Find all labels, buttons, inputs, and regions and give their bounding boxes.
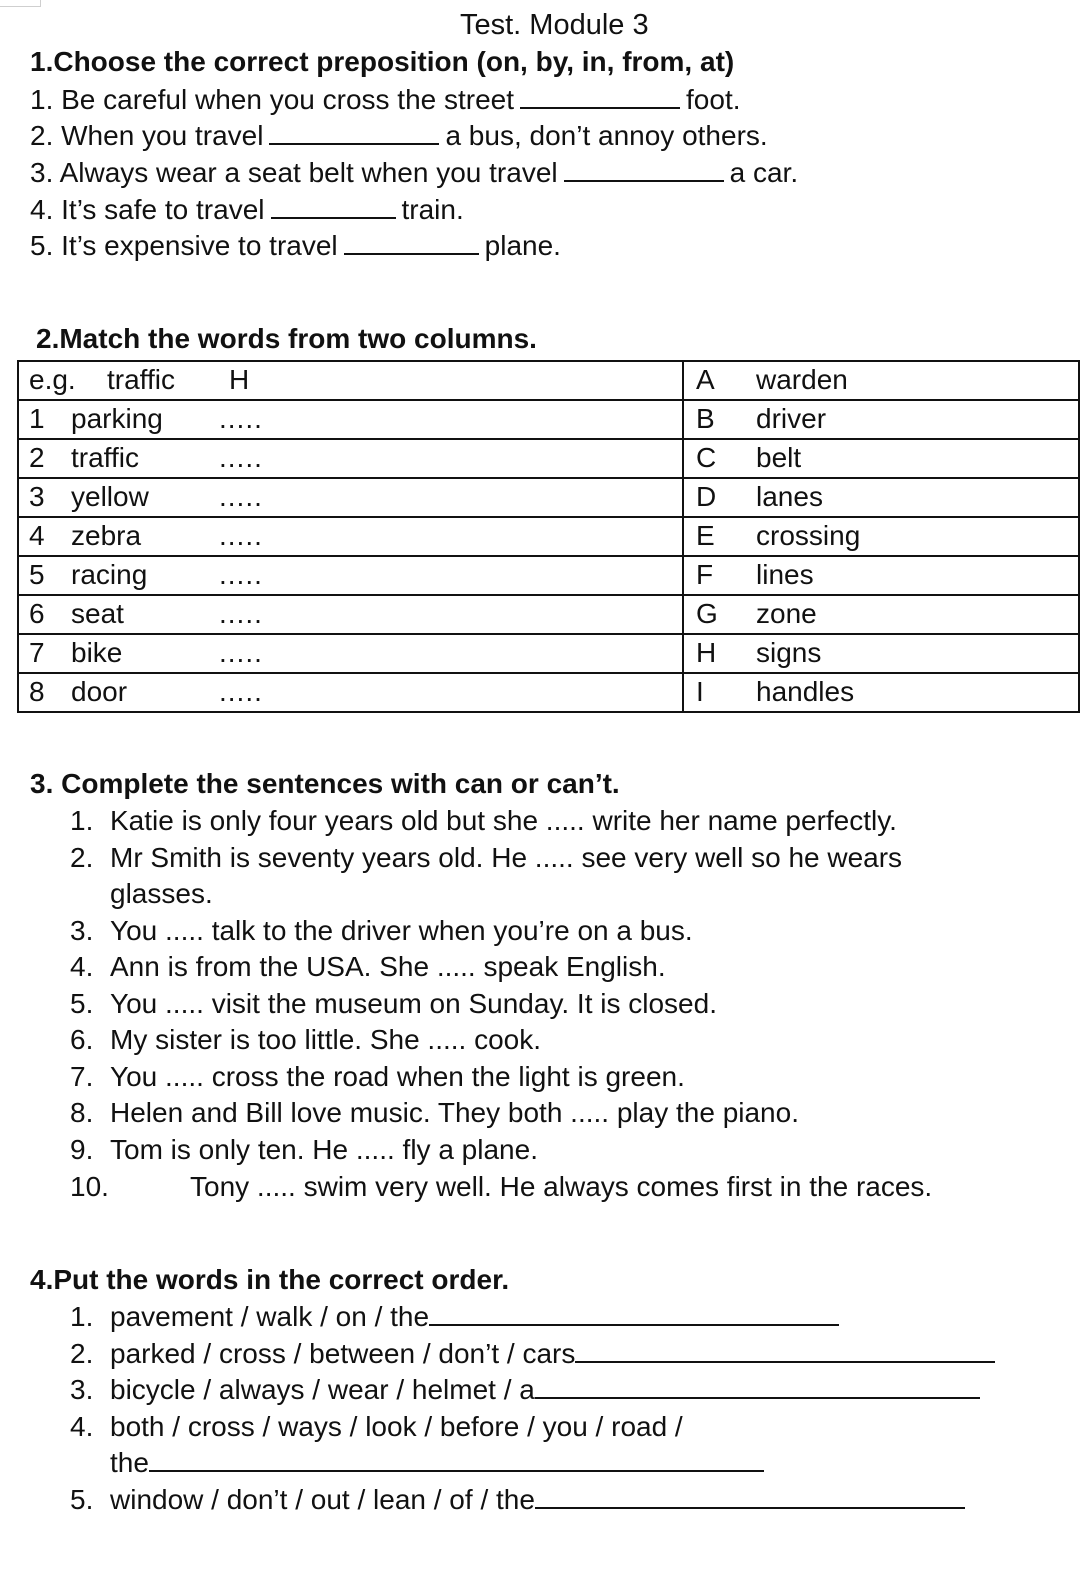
row-letter: E (696, 520, 715, 551)
s1-item-3-after: a car. (729, 157, 799, 188)
row-letter: C (696, 442, 717, 473)
right-cell (683, 361, 1079, 400)
row-match-word: handles (756, 676, 855, 707)
table-row (18, 673, 1079, 712)
table-row (18, 478, 1079, 517)
right-cell (683, 517, 1079, 556)
left-cell (18, 673, 683, 712)
s3-item-9-text: Tom is only ten. He ..... fly a plane. (110, 1134, 538, 1165)
s1-item-4-after: train. (401, 194, 464, 225)
row-number: e.g. (29, 364, 76, 395)
row-answer-dots[interactable]: ..... (219, 442, 263, 473)
s1-item-2-after: a bus, don’t annoy others. (445, 120, 768, 151)
table-row (18, 634, 1079, 673)
left-cell (18, 634, 683, 673)
answer-blank[interactable] (344, 231, 479, 255)
s1-item-2 (30, 119, 768, 153)
s3-item-1-text: Katie is only four years old but she ..... write her name perfectly. (110, 805, 897, 836)
s3-item-6-number: 6. (70, 1024, 94, 1055)
s3-item-2-text-cont: glasses. (110, 878, 213, 909)
s3-item-7-text: You ..... cross the road when the light is green. (110, 1061, 685, 1092)
section1-heading: 1.Choose the correct preposition (on, by, in, from, at) (30, 46, 735, 77)
table-row (18, 517, 1079, 556)
right-cell (683, 634, 1079, 673)
s1-item-1 (30, 83, 741, 117)
s4-item-4-text: both / cross / ways / look / before / you / road / (110, 1411, 683, 1442)
row-word: traffic (71, 442, 139, 473)
answer-line[interactable] (149, 1448, 764, 1472)
s1-item-5-before: 5. It’s expensive to travel (30, 230, 338, 261)
row-match-word: lanes (756, 481, 823, 512)
row-word: racing (71, 559, 148, 590)
s3-item-9-number: 9. (70, 1134, 94, 1165)
s3-item-7-number: 7. (70, 1061, 94, 1092)
page-title: Test. Module 3 (460, 9, 649, 41)
right-cell (683, 595, 1079, 634)
match-table (17, 360, 1080, 713)
section3-heading: 3. Complete the sentences with can or can’t. (30, 768, 620, 799)
s3-item-3-number: 3. (70, 915, 94, 946)
s3-item-8-number: 8. (70, 1097, 94, 1128)
s4-item-3-text: bicycle / always / wear / helmet / a (110, 1374, 535, 1405)
row-answer-dots[interactable]: ..... (219, 520, 263, 551)
table-row (18, 400, 1079, 439)
row-word: seat (71, 598, 124, 629)
row-letter: H (696, 637, 717, 668)
s4-item-5-number: 5. (70, 1484, 94, 1515)
s1-item-3 (30, 156, 798, 190)
row-answer[interactable]: H (229, 364, 250, 395)
row-word: door (71, 676, 128, 707)
s4-item-4-cont (110, 1446, 764, 1480)
right-cell (683, 556, 1079, 595)
s1-item-4-before: 4. It’s safe to travel (30, 194, 265, 225)
s3-item-2-number: 2. (70, 842, 94, 873)
row-answer-dots[interactable]: ..... (219, 676, 263, 707)
row-word: traffic (107, 364, 175, 395)
row-number: 8 (29, 676, 45, 707)
row-letter: G (696, 598, 718, 629)
s3-item-4-number: 4. (70, 951, 94, 982)
s1-item-5-after: plane. (484, 230, 561, 261)
left-cell (18, 556, 683, 595)
s1-item-3-before: 3. Always wear a seat belt when you travel (30, 157, 558, 188)
table-row (18, 361, 1079, 400)
table-row (18, 595, 1079, 634)
s4-item-2-text: parked / cross / between / don’t / cars (110, 1338, 576, 1369)
s1-item-5 (30, 229, 561, 263)
row-number: 6 (29, 598, 45, 629)
row-letter: F (696, 559, 714, 590)
row-match-word: lines (756, 559, 814, 590)
s1-item-1-after: foot. (686, 84, 741, 115)
row-word: bike (71, 637, 123, 668)
s3-item-2-text: Mr Smith is seventy years old. He ..... see very well so he wears (110, 842, 903, 873)
row-letter: D (696, 481, 717, 512)
s3-item-4-text: Ann is from the USA. She ..... speak English. (110, 951, 666, 982)
left-cell (18, 517, 683, 556)
row-word: yellow (71, 481, 149, 512)
s4-item-4-number: 4. (70, 1411, 94, 1442)
row-answer-dots[interactable]: ..... (219, 481, 263, 512)
s4-item-1 (110, 1300, 839, 1334)
answer-blank[interactable] (269, 121, 439, 145)
row-answer-dots[interactable]: ..... (219, 559, 263, 590)
row-match-word: signs (756, 637, 822, 668)
s3-item-1-number: 1. (70, 805, 94, 836)
s4-item-5-text: window / don’t / out / lean / of / the (110, 1484, 535, 1515)
page-corner-mark (0, 0, 41, 7)
s4-item-3-number: 3. (70, 1374, 94, 1405)
row-answer-dots[interactable]: ..... (219, 598, 263, 629)
right-cell (683, 673, 1079, 712)
left-cell (18, 400, 683, 439)
row-word: parking (71, 403, 163, 434)
row-match-word: belt (756, 442, 802, 473)
s4-item-2 (110, 1337, 995, 1371)
left-cell (18, 595, 683, 634)
row-match-word: zone (756, 598, 817, 629)
s3-item-6-text: My sister is too little. She ..... cook. (110, 1024, 542, 1055)
row-match-word: crossing (756, 520, 861, 551)
row-letter: B (696, 403, 715, 434)
right-cell (683, 439, 1079, 478)
s4-item-2-number: 2. (70, 1338, 94, 1369)
table-row (18, 556, 1079, 595)
row-word: zebra (71, 520, 142, 551)
answer-line[interactable] (429, 1302, 839, 1326)
answer-blank[interactable] (271, 195, 396, 219)
row-letter: I (696, 676, 704, 707)
row-number: 7 (29, 637, 45, 668)
row-match-word: driver (756, 403, 827, 434)
s3-item-8-text: Helen and Bill love music. They both ..... play the piano. (110, 1097, 799, 1128)
left-cell (18, 361, 683, 400)
row-answer-dots[interactable]: ..... (219, 637, 263, 668)
right-cell (683, 400, 1079, 439)
row-answer-dots[interactable]: ..... (219, 403, 263, 434)
left-cell (18, 439, 683, 478)
answer-line[interactable] (575, 1339, 995, 1363)
s1-item-1-before: 1. Be careful when you cross the street (30, 84, 515, 115)
s1-item-4 (30, 193, 464, 227)
row-number: 1 (29, 403, 45, 434)
s3-item-5-number: 5. (70, 988, 94, 1019)
s3-item-10-text: Tony ..... swim very well. He always comes first in the races. (190, 1171, 933, 1202)
section4-heading: 4.Put the words in the correct order. (30, 1264, 510, 1295)
row-number: 5 (29, 559, 45, 590)
s4-item-4-text-cont: the (110, 1447, 149, 1478)
answer-line[interactable] (535, 1375, 980, 1399)
s3-item-5-text: You ..... visit the museum on Sunday. It is closed. (110, 988, 717, 1019)
s4-item-1-number: 1. (70, 1301, 94, 1332)
s4-item-3 (110, 1373, 980, 1407)
s1-item-2-before: 2. When you travel (30, 120, 264, 151)
right-cell (683, 478, 1079, 517)
row-number: 3 (29, 481, 45, 512)
answer-blank[interactable] (564, 158, 724, 182)
s3-item-3-text: You ..... talk to the driver when you’re on a bus. (110, 915, 693, 946)
answer-blank[interactable] (520, 85, 680, 109)
s3-item-10-number: 10. (70, 1171, 109, 1202)
table-row (18, 439, 1079, 478)
left-cell (18, 478, 683, 517)
row-letter: A (696, 364, 715, 395)
s4-item-1-text: pavement / walk / on / the (110, 1301, 430, 1332)
row-match-word: warden (756, 364, 848, 395)
section2-heading: 2.Match the words from two columns. (36, 323, 537, 354)
s4-item-5 (110, 1483, 965, 1517)
row-number: 2 (29, 442, 45, 473)
row-number: 4 (29, 520, 45, 551)
answer-line[interactable] (535, 1485, 965, 1509)
